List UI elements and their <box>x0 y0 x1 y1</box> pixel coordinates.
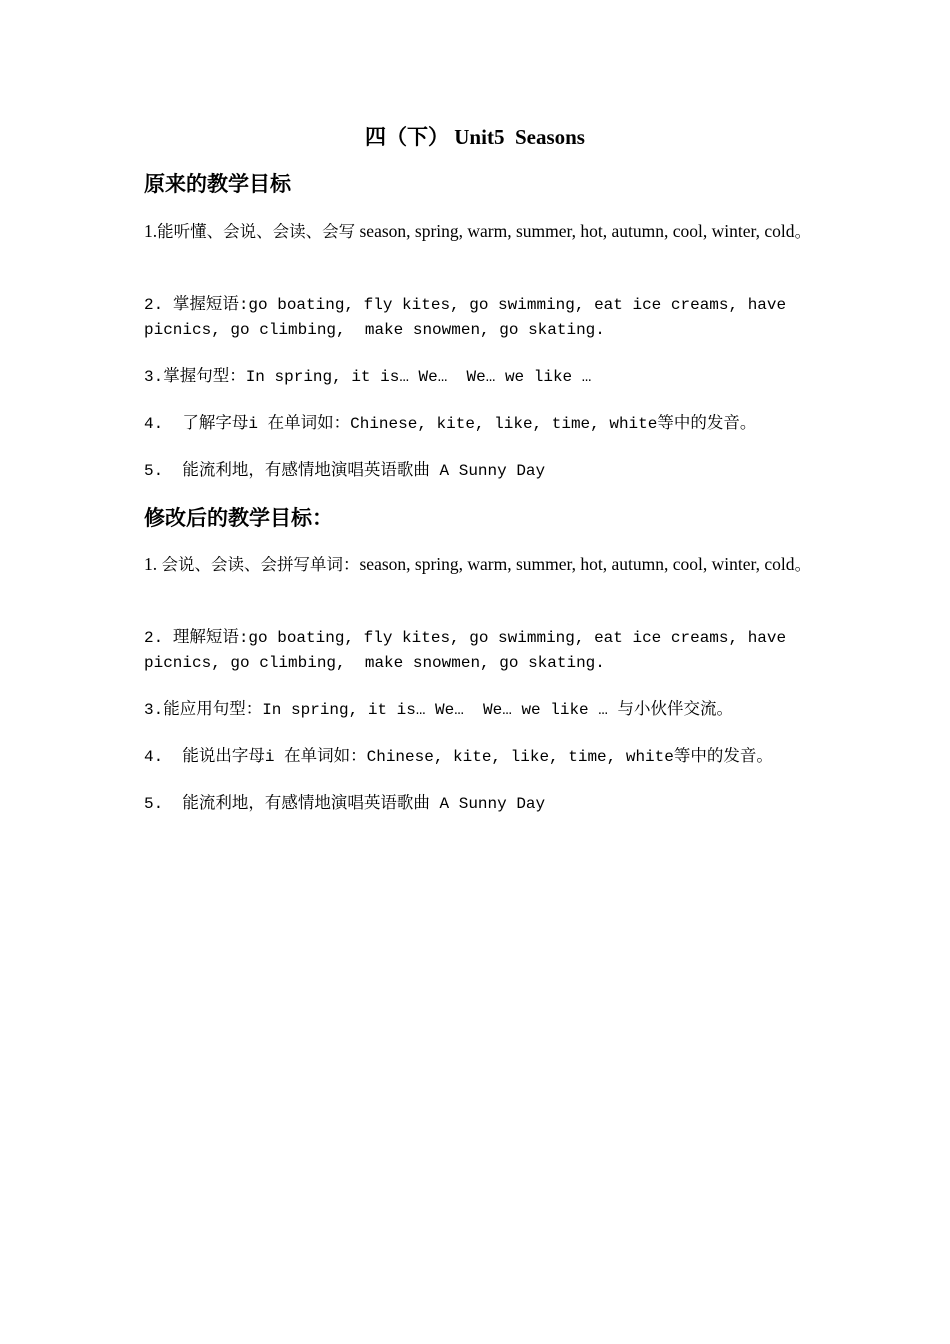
item-text-cn3: 等中的发音。 <box>657 413 757 432</box>
item-text-cn2: 在单词如： <box>267 413 351 432</box>
item-text-cn: 会说、会读、会拼写单词： <box>161 555 360 574</box>
item-number: 4. <box>144 748 183 766</box>
item-text-cn: 能说出字母 <box>182 746 265 765</box>
item-text-en: i <box>264 748 285 766</box>
item-text-cn: 能流利地，有感情地演唱英语歌曲 <box>182 793 430 812</box>
document-title: 四（下） Unit5 Seasons <box>365 125 585 149</box>
item-number: 1. <box>144 221 158 241</box>
item-number: 5. <box>144 462 183 480</box>
item-text-end: 。 <box>794 555 812 574</box>
item-number: 3. <box>144 701 164 719</box>
item-number: 5. <box>144 795 183 813</box>
item-text-cn: 掌握短语 <box>172 294 239 313</box>
original-objective-1 <box>144 219 814 244</box>
item-text-cn: 能流利地，有感情地演唱英语歌曲 <box>182 460 430 479</box>
item-text-cn: 能听懂、会说、会读、会写 <box>157 222 356 241</box>
revised-objective-2 <box>144 624 814 676</box>
item-text-en: In spring, it is… We… We… we like … <box>262 701 618 719</box>
item-text-cn: 掌握句型： <box>163 366 246 385</box>
item-number: 1. <box>144 554 162 574</box>
item-text-en2: Chinese, kite, like, time, white <box>350 415 658 433</box>
item-number: 2. <box>144 296 173 314</box>
item-text-en2: Chinese, kite, like, time, white <box>366 748 674 766</box>
revised-objective-3 <box>144 696 814 723</box>
item-text-en: season, spring, warm, summer, hot, autumn, cool, winter, cold <box>355 221 795 241</box>
original-objective-5 <box>144 457 814 484</box>
item-text-en: A Sunny Day <box>429 462 546 480</box>
item-text-end: 。 <box>794 222 812 241</box>
item-text-en: A Sunny Day <box>429 795 546 813</box>
item-text-en: :go boating, fly kites, go swimming, eat ice creams, have picnics, go climbing, make snowmen, go skating. <box>144 629 796 672</box>
item-number: 3. <box>144 368 164 386</box>
section-heading-revised: 修改后的教学目标： <box>144 506 333 530</box>
item-text-en: :go boating, fly kites, go swimming, eat ice creams, have picnics, go climbing, make snowmen, go skating. <box>144 296 796 339</box>
item-text-cn: 能应用句型： <box>163 699 263 718</box>
item-text-cn2: 在单词如： <box>284 746 367 765</box>
item-text-cn: 了解字母 <box>182 413 249 432</box>
original-objective-4 <box>144 410 814 437</box>
item-number: 2. <box>144 629 173 647</box>
original-objective-2 <box>144 291 814 343</box>
item-text-cn2: 与小伙伴交流。 <box>617 699 733 718</box>
revised-objective-1 <box>144 552 814 577</box>
item-text-en: season, spring, warm, summer, hot, autumn, cool, winter, cold <box>359 554 795 574</box>
item-text-cn: 理解短语 <box>172 627 239 646</box>
section-heading-original: 原来的教学目标 <box>144 172 291 196</box>
revised-objective-4 <box>144 743 814 770</box>
item-text-cn3: 等中的发音。 <box>673 746 773 765</box>
original-objective-3 <box>144 363 814 390</box>
item-text-en: In spring, it is… We… We… we like … <box>245 368 592 386</box>
revised-objective-5 <box>144 790 814 817</box>
item-number: 4. <box>144 415 183 433</box>
item-text-en: i <box>248 415 268 433</box>
